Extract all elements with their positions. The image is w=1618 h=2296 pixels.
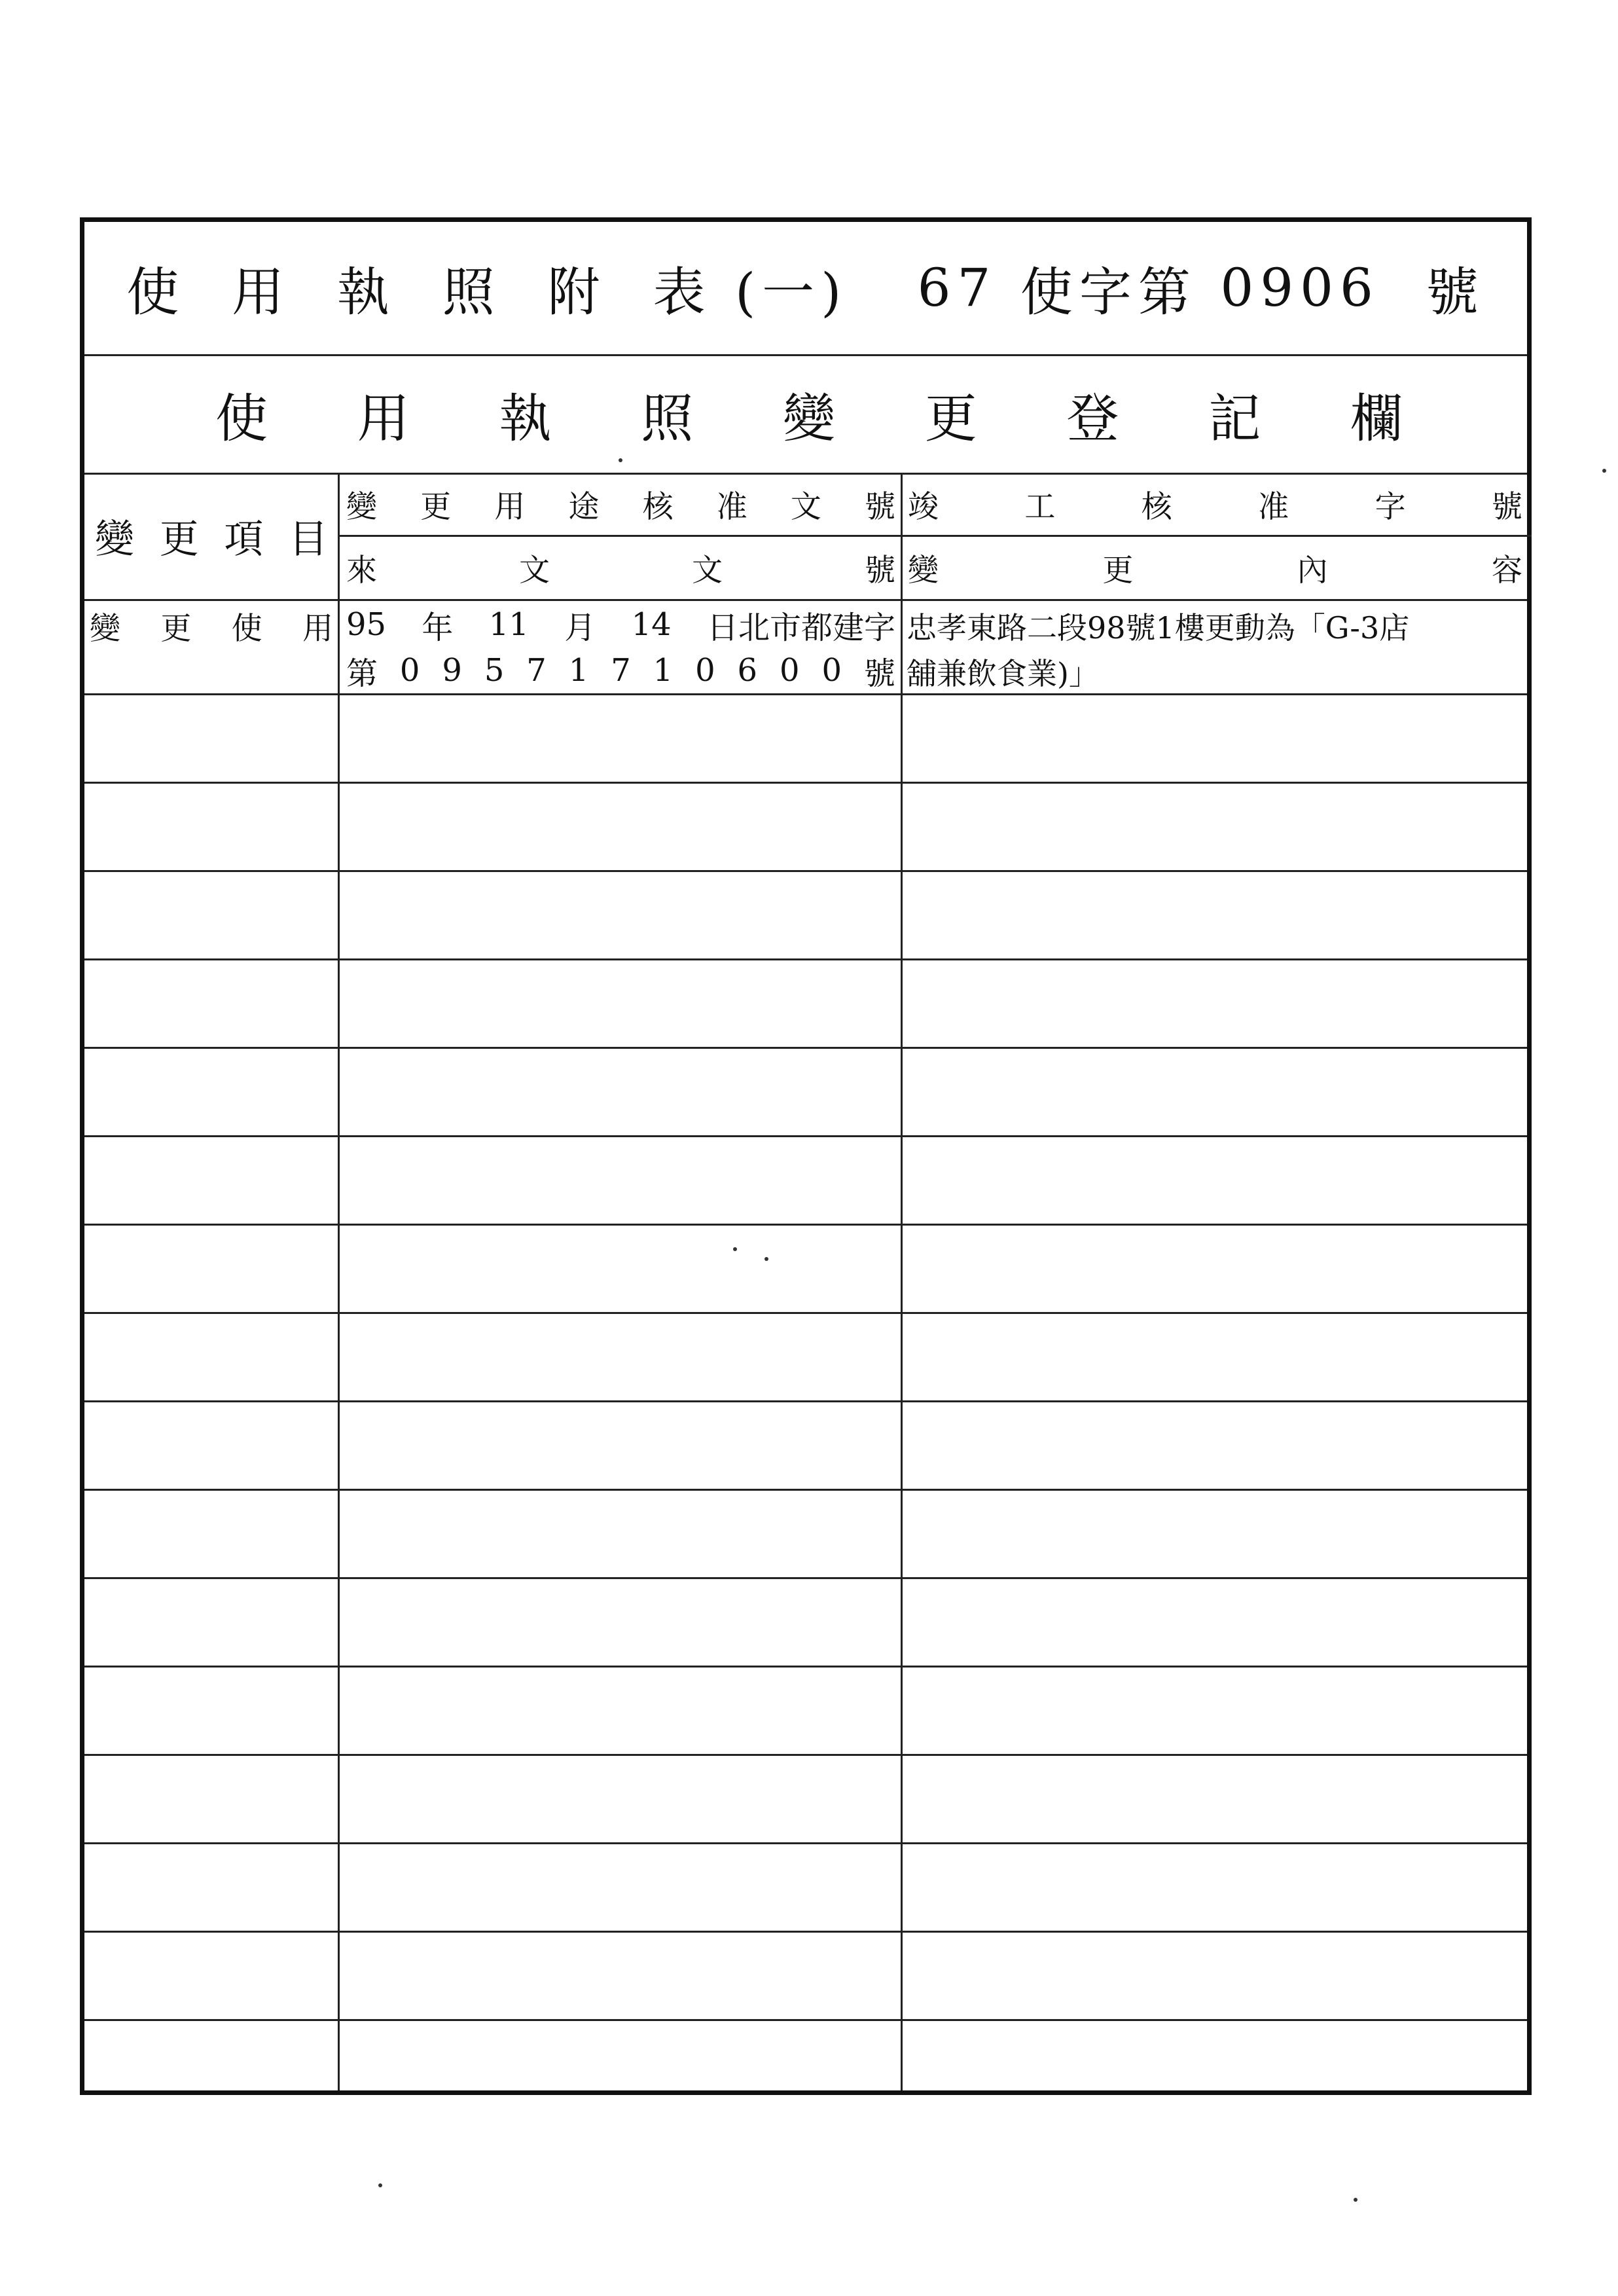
- header-change-item: 變 更 項 目: [95, 517, 328, 562]
- row-divider: [84, 1224, 1527, 1226]
- scan-speck: [1602, 469, 1606, 473]
- table-row-content-line2: 舖兼飲食業)」: [907, 656, 1099, 691]
- row-divider: [84, 1135, 1527, 1137]
- row-divider: [84, 1842, 1527, 1844]
- row-divider: [84, 1754, 1527, 1756]
- header-incoming-doc: 來 文 文 號: [346, 552, 895, 589]
- row-divider: [84, 1577, 1527, 1579]
- row-divider: [84, 1931, 1527, 1933]
- scan-speck: [619, 458, 622, 462]
- divider: [84, 693, 1527, 695]
- row-divider: [84, 1489, 1527, 1491]
- row-divider: [84, 782, 1527, 784]
- table-row-content-line1: 忠孝東路二段98號1樓更動為「G-3店: [907, 610, 1410, 646]
- title-paren: (一): [734, 261, 848, 323]
- column-divider: [338, 473, 340, 2090]
- scan-speck: [764, 1257, 768, 1261]
- divider: [340, 535, 1532, 537]
- register-table: [80, 217, 1532, 2095]
- row-divider: [84, 2019, 1527, 2021]
- header-approval-no: 變 更 用 途 核 准 文 號: [346, 488, 895, 525]
- table-row-doc-line2: 第 0 9 5 7 1 7 1 0 6 0 0 號: [346, 652, 895, 692]
- row-divider: [84, 1666, 1527, 1667]
- header-completion-no: 竣 工 核 准 字 號: [908, 488, 1522, 525]
- title-number-prefix: 67: [917, 257, 998, 318]
- scan-speck: [733, 1247, 737, 1251]
- document-title: 使 用 執 照 附 表 (一) 67 使字第 0906 號: [84, 222, 1527, 353]
- row-divider: [84, 870, 1527, 872]
- section-title: 使 用 執 照 變 更 登 記 欄: [215, 388, 1403, 449]
- row-divider: [84, 958, 1527, 960]
- table-row-item: 變 更 使 用: [90, 611, 333, 647]
- column-divider: [901, 473, 903, 2090]
- row-divider: [84, 1400, 1527, 1402]
- row-divider: [84, 1312, 1527, 1314]
- row-divider: [84, 1047, 1527, 1049]
- scan-speck: [1354, 2198, 1357, 2202]
- table-row-doc-line1: 95 年 11 月 14 日北市都建字: [346, 606, 895, 646]
- scan-speck: [378, 2183, 382, 2187]
- header-change-content: 變 更 內 容: [908, 552, 1522, 589]
- title-number: 0906: [1220, 257, 1380, 318]
